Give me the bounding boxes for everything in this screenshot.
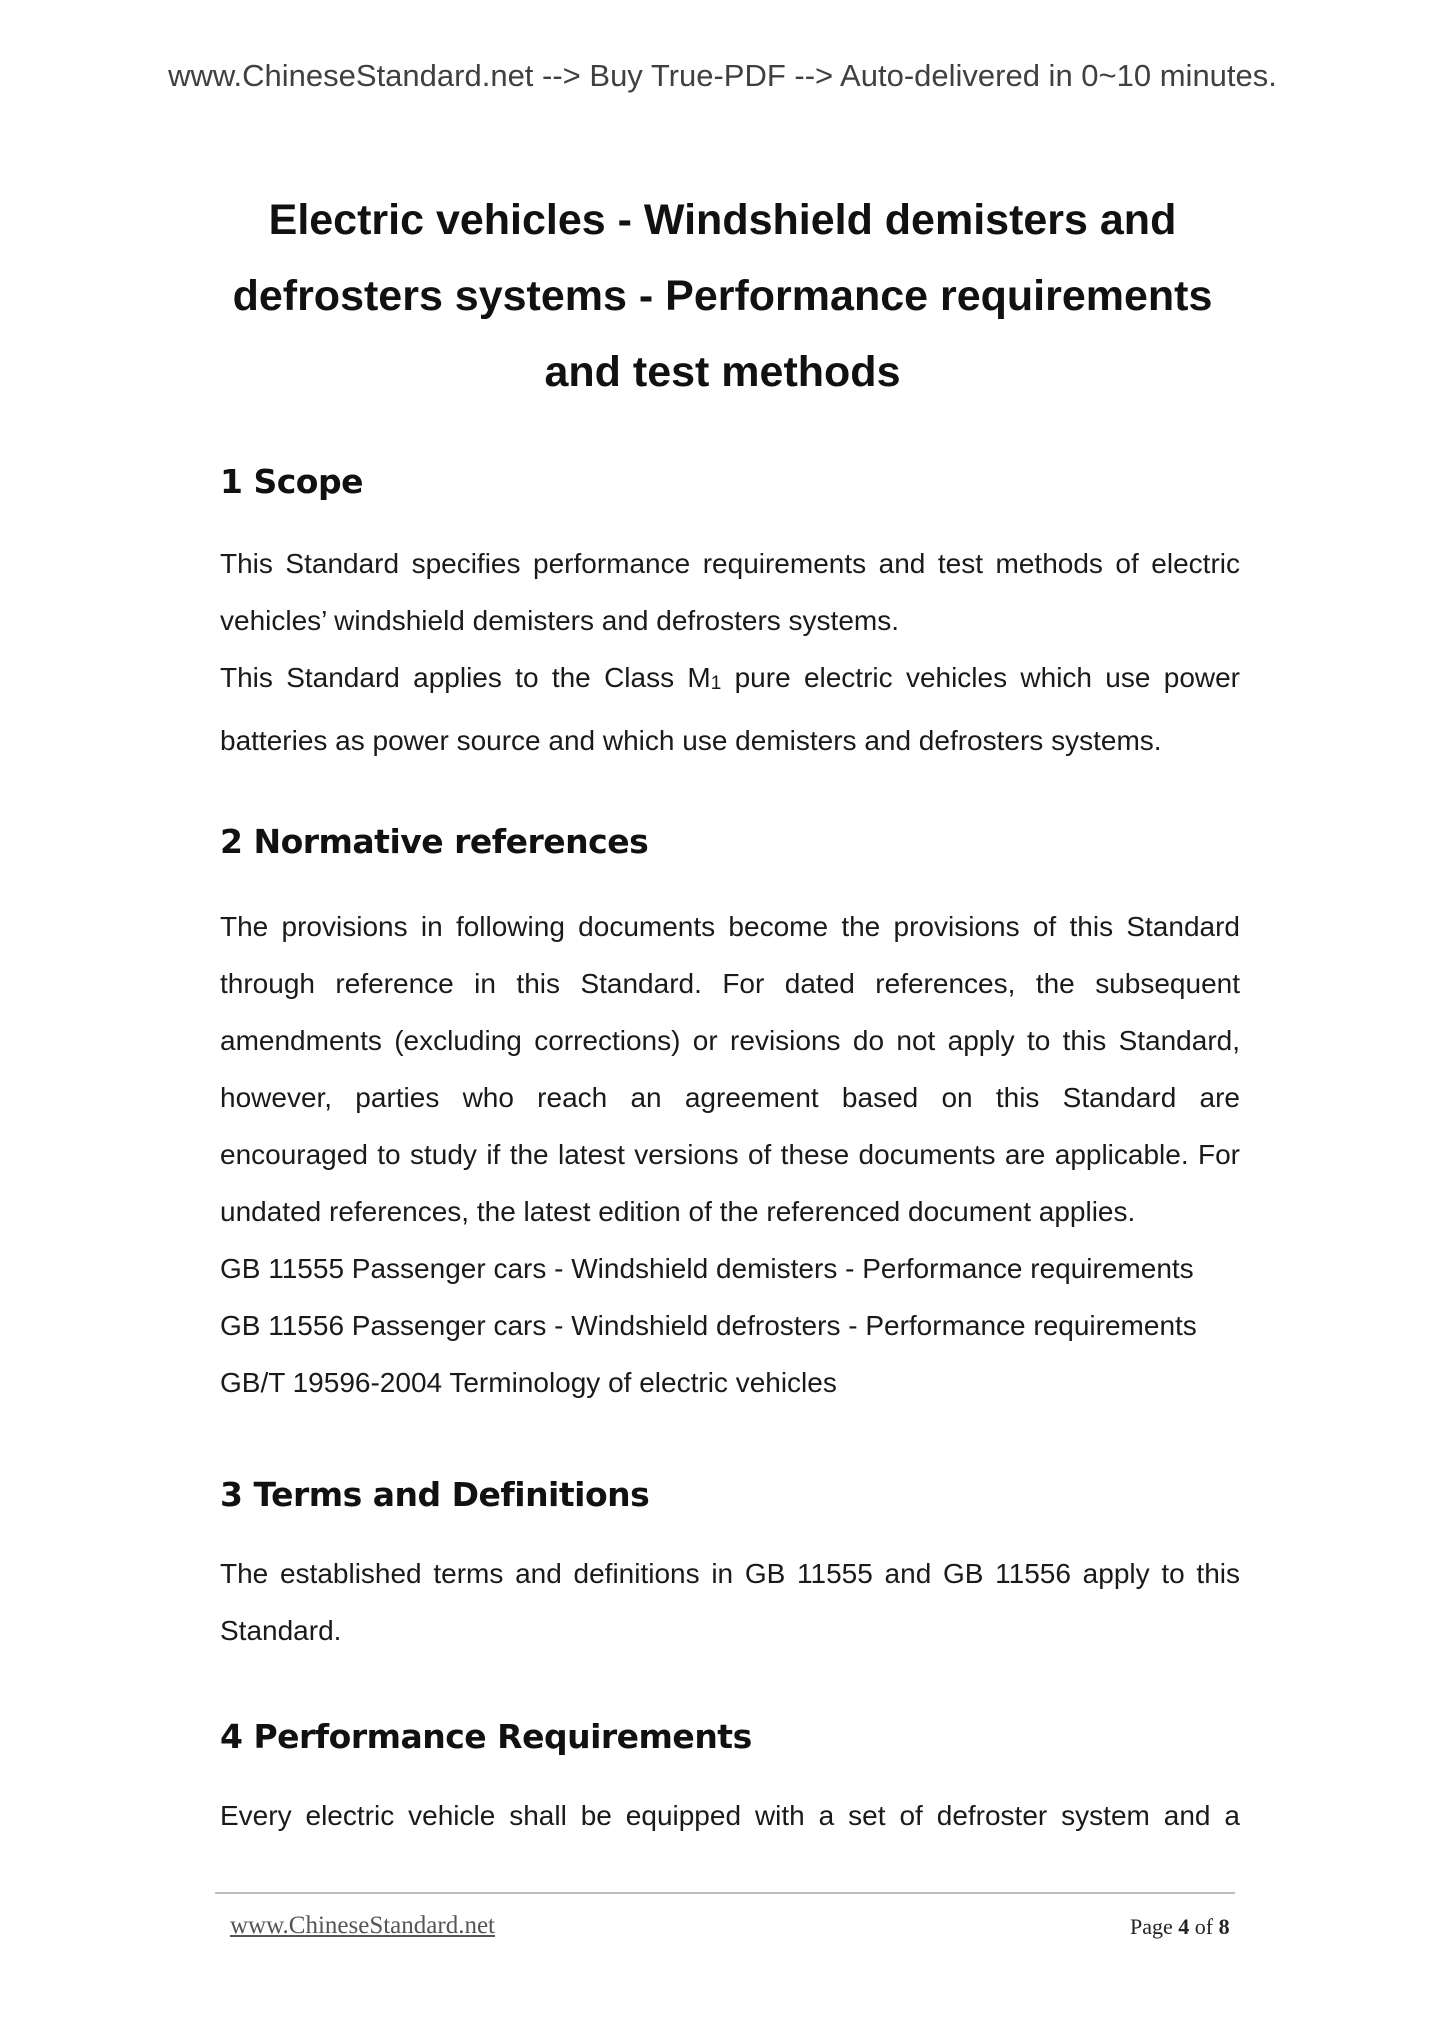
footer-divider bbox=[215, 1892, 1235, 1894]
normative-paragraph: The provisions in following documents become the provisions of this Standard through reference in this Standard. For dated references, the subsequent amendments (excluding corrections) or revisions do not apply to this Standard, however, parties who reach an agreement based on this Standard are encouraged to study if the latest versions of these documents are applicable. For undated references, the latest edition of the referenced document applies. bbox=[220, 911, 1240, 1227]
section-heading-terms: 3 Terms and Definitions bbox=[220, 1475, 650, 1514]
reference-item: GB 11556 Passenger cars - Windshield defrosters - Performance requirements bbox=[220, 1310, 1197, 1341]
performance-body bbox=[220, 1787, 1240, 1844]
page-number: Page 4 of 8 bbox=[1130, 1914, 1230, 1939]
section-heading-scope: 1 Scope bbox=[220, 462, 363, 501]
document-title bbox=[200, 182, 1245, 410]
section-heading-performance: 4 Performance Requirements bbox=[220, 1717, 752, 1756]
terms-body bbox=[220, 1545, 1240, 1659]
section-scope bbox=[220, 462, 1240, 501]
normative-body bbox=[220, 898, 1240, 1411]
performance-paragraph: Every electric vehicle shall be equipped with a set of defroster system and a bbox=[220, 1800, 1240, 1831]
section-normative bbox=[220, 822, 1240, 861]
top-banner: www.ChineseStandard.net --> Buy True-PDF --> Auto-delivered in 0~10 minutes. bbox=[168, 58, 1277, 93]
reference-item: GB/T 19596-2004 Terminology of electric vehicles bbox=[220, 1367, 837, 1398]
scope-paragraph-1: This Standard specifies performance requirements and test methods of electric vehicles’ windshield demisters and defrosters systems. bbox=[220, 548, 1240, 636]
scope-paragraph-2: This Standard applies to the Class $M_1$ pure electric vehicles which use power batteries as power source and which use demisters and defrosters systems. bbox=[220, 662, 1241, 756]
section-heading-normative: 2 Normative references bbox=[220, 822, 649, 861]
terms-paragraph: The established terms and definitions in GB 11555 and GB 11556 apply to this Standard. bbox=[220, 1558, 1240, 1646]
title-line: defrosters systems - Performance requirements bbox=[232, 272, 1213, 320]
reference-item: GB 11555 Passenger cars - Windshield demisters - Performance requirements bbox=[220, 1253, 1194, 1284]
scope-body bbox=[220, 535, 1240, 769]
title-line: Electric vehicles - Windshield demisters and bbox=[268, 196, 1177, 244]
title-line: and test methods bbox=[544, 348, 901, 396]
section-terms bbox=[220, 1475, 1240, 1514]
section-performance bbox=[220, 1717, 1240, 1756]
footer-website-link[interactable]: www.ChineseStandard.net bbox=[230, 1912, 495, 1939]
